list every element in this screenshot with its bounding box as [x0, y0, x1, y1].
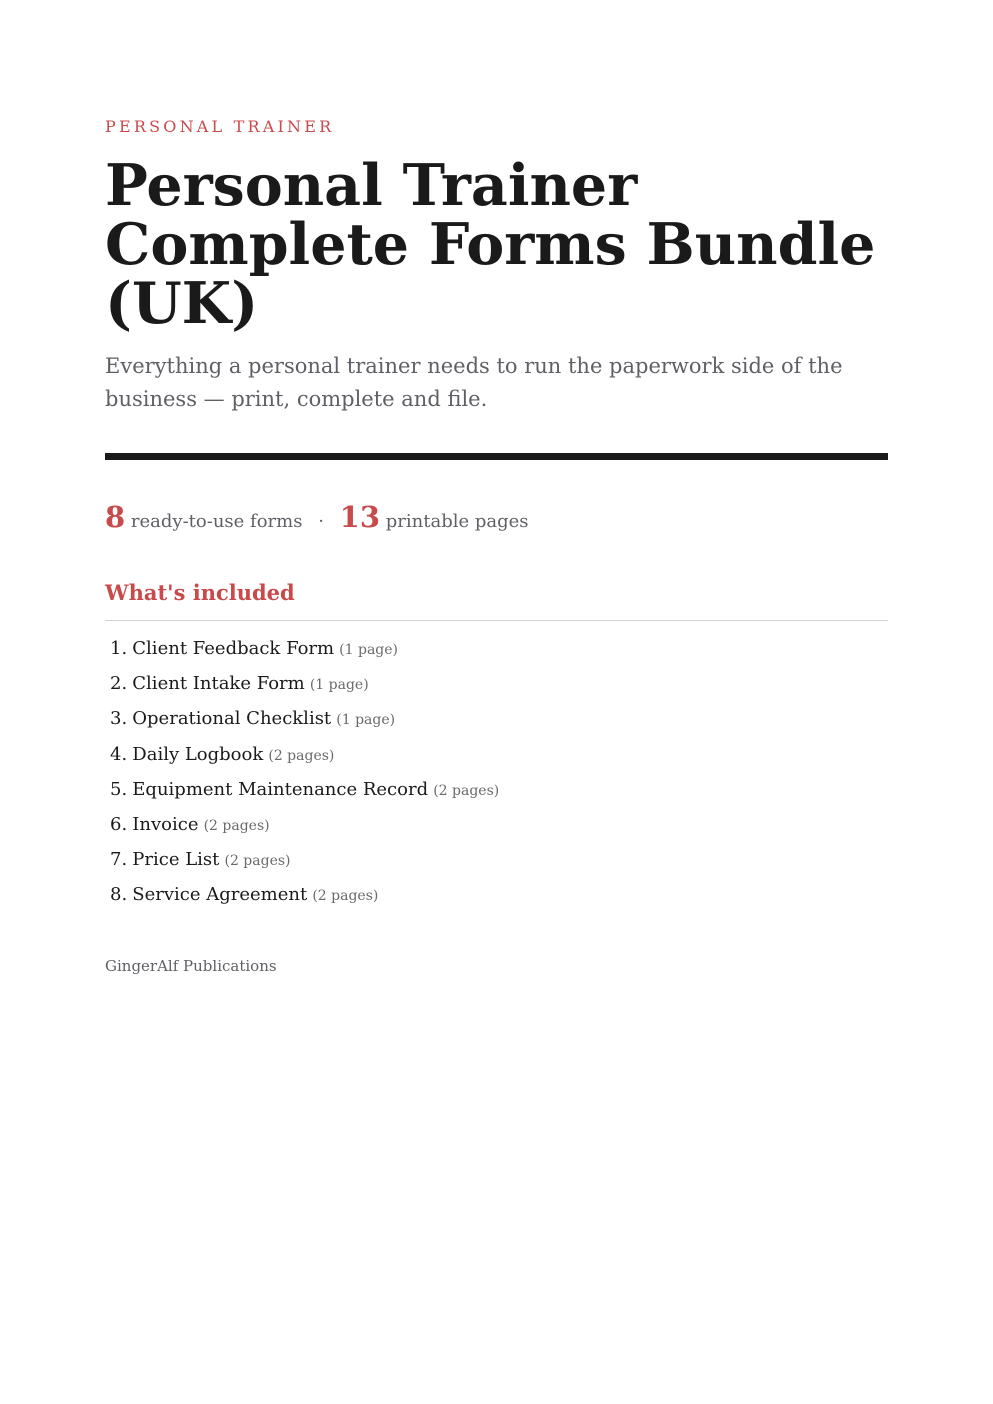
list-item [110, 742, 499, 777]
item-name: Invoice [132, 813, 199, 835]
item-page-count: (1 page) [309, 677, 369, 694]
page-subtitle: Everything a personal trainer needs to run the paperwork side of the business — print, complete and file. [105, 354, 843, 411]
item-page-count: (2 pages) [312, 888, 379, 905]
header-divider [105, 453, 888, 460]
forms-count-label: ready-to-use forms [130, 511, 303, 532]
item-name: Price List [132, 849, 220, 871]
included-heading: What's included [105, 580, 295, 605]
item-name: Equipment Maintenance Record [132, 778, 429, 800]
item-name: Daily Logbook [132, 743, 264, 765]
item-name: Client Intake Form [132, 673, 305, 695]
section-divider [105, 620, 888, 621]
item-number: 4. [110, 743, 128, 765]
page-title: Personal Trainer Complete Forms Bundle (UK) [105, 152, 876, 337]
item-page-count: (2 pages) [433, 782, 500, 799]
item-number: 1. [110, 638, 128, 659]
item-page-count: (2 pages) [268, 747, 335, 764]
list-item [110, 671, 499, 706]
item-number: 8. [110, 884, 128, 906]
item-number: 6. [110, 813, 128, 835]
item-name: Operational Checklist [132, 708, 332, 730]
item-page-count: (1 page) [339, 642, 399, 658]
list-item [110, 847, 499, 882]
publisher-name: GingerAlf Publications [105, 957, 277, 975]
pages-count: 13 [339, 500, 381, 534]
stats-separator: · [318, 511, 324, 532]
item-number: 7. [110, 849, 128, 871]
item-page-count: (2 pages) [224, 853, 291, 870]
item-number: 5. [110, 778, 128, 800]
item-number: 3. [110, 708, 128, 730]
list-item [110, 706, 499, 741]
item-name: Client Feedback Form [132, 638, 335, 659]
pages-count-label: printable pages [385, 511, 529, 532]
list-item [110, 882, 499, 917]
item-number: 2. [110, 673, 128, 695]
category-eyebrow: PERSONAL TRAINER [105, 117, 335, 136]
forms-list [110, 636, 499, 918]
item-name: Service Agreement [132, 884, 308, 906]
item-page-count: (2 pages) [203, 817, 270, 834]
item-page-count: (1 page) [336, 712, 396, 729]
list-item [110, 777, 499, 812]
forms-count: 8 [105, 500, 126, 534]
list-item [110, 636, 499, 671]
bundle-stats [105, 500, 529, 534]
list-item [110, 812, 499, 847]
